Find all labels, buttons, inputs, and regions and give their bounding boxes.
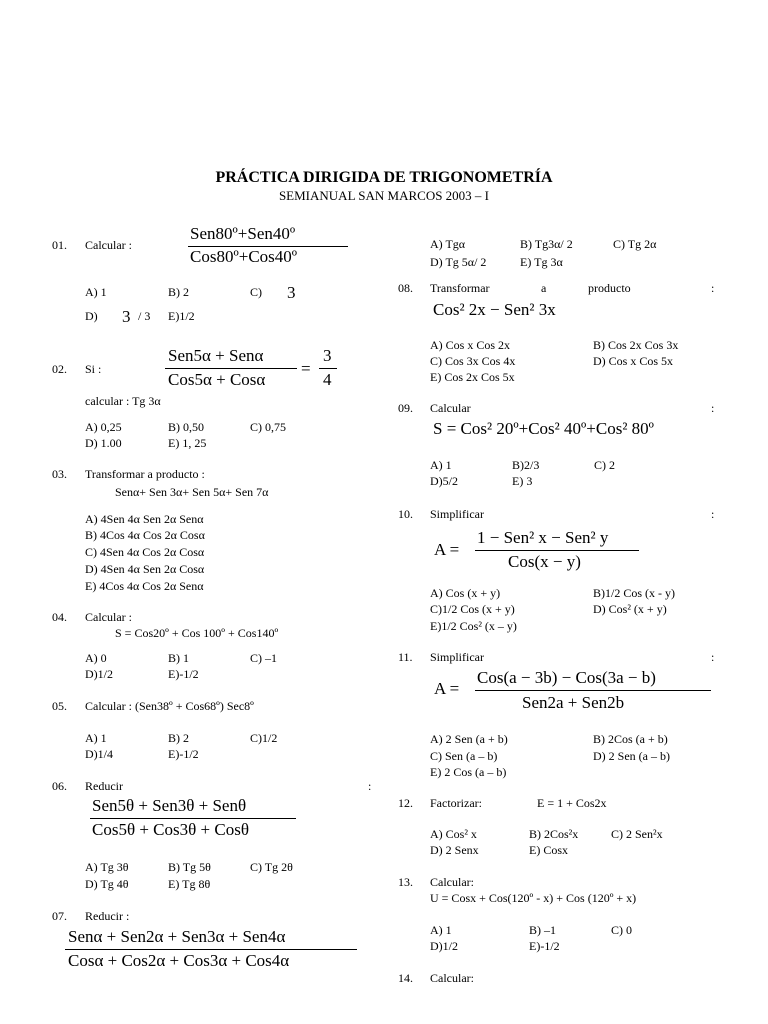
- option-d: D)1/2: [430, 939, 458, 953]
- question-label: Calcular :: [85, 238, 132, 252]
- question-word: producto: [588, 281, 631, 295]
- option-c: C) Tg 2θ: [250, 860, 293, 874]
- fraction-denominator: Cos(x − y): [508, 552, 581, 571]
- option-e: E) Tg 8θ: [168, 877, 211, 891]
- option-d: D) 1.00: [85, 436, 122, 450]
- ratio-denominator: 4: [323, 370, 332, 389]
- option-c: C) 2 Sen²x: [611, 827, 663, 841]
- option-a: A) 1: [85, 731, 107, 745]
- option-b: B) 2Cos (a + b): [593, 732, 668, 746]
- option-b: B)1/2 Cos (x - y): [593, 586, 675, 600]
- option-b: B) 1: [168, 651, 189, 665]
- option-c: C) Tg 2α: [613, 237, 657, 251]
- option-e: E)1/2 Cos² (x – y): [430, 619, 517, 633]
- option-a: A) Tgα: [430, 237, 466, 251]
- fraction-denominator: Cos5α + Cosα: [168, 370, 266, 389]
- fraction-numerator: Senα + Sen2α + Sen3α + Sen4α: [68, 927, 286, 946]
- question-number: 03.: [52, 467, 67, 481]
- option-e: E) 3: [512, 474, 533, 488]
- option-a: A) 4Sen 4α Sen 2α Senα: [85, 512, 204, 526]
- question-word: a: [541, 281, 547, 295]
- question-number: 02.: [52, 362, 67, 376]
- option-e: E) 4Cos 4α Cos 2α Senα: [85, 579, 204, 593]
- question-label: Si :: [85, 362, 102, 376]
- question-label: Simplificar: [430, 650, 484, 664]
- option-c: C) 0: [611, 923, 632, 937]
- question-number: 14.: [398, 971, 413, 985]
- option-a: A) 1: [430, 458, 452, 472]
- question-expression: U = Cosx + Cos(120º - x) + Cos (120º + x): [430, 891, 637, 905]
- option-a: A) 1: [430, 923, 452, 937]
- question-label: Transformar a producto :: [85, 467, 205, 481]
- fraction-denominator: Cosα + Cos2α + Cos3α + Cos4α: [68, 951, 290, 970]
- option-c: C) –1: [250, 651, 277, 665]
- option-d-value: 3: [122, 307, 131, 326]
- equation-lhs: A =: [434, 679, 460, 698]
- fraction-bar: [90, 818, 296, 819]
- option-e: E) Cosx: [529, 843, 568, 857]
- fraction-bar: [65, 949, 357, 950]
- option-c: C) Sen (a – b): [430, 749, 498, 763]
- question-label: Reducir: [85, 779, 123, 793]
- option-c: C) 2: [594, 458, 615, 472]
- question-label: Simplificar: [430, 507, 484, 521]
- option-c: C) 4Sen 4α Cos 2α Cosα: [85, 545, 205, 559]
- option-a: A) 1: [85, 285, 107, 299]
- option-b: B) 2: [168, 285, 189, 299]
- option-d: D) Cos² (x + y): [593, 602, 667, 616]
- option-d: D) 2 Sen (a – b): [593, 749, 670, 763]
- question-expression: S = Cos20º + Cos 100º + Cos140º: [115, 626, 279, 640]
- option-d: D): [85, 309, 98, 323]
- option-b: B) Cos 2x Cos 3x: [593, 338, 679, 352]
- ratio-bar: [319, 368, 337, 369]
- fraction-numerator: Sen5θ + Sen3θ + Senθ: [92, 796, 247, 815]
- question-label: Reducir :: [85, 909, 130, 923]
- option-b: B)2/3: [512, 458, 540, 472]
- option-d: D) Tg 4θ: [85, 877, 129, 891]
- question-expression: S = Cos² 20º+Cos² 40º+Cos² 80º: [433, 419, 654, 438]
- question-colon: :: [368, 779, 372, 793]
- question-number: 08.: [398, 281, 413, 295]
- question-colon: :: [711, 650, 715, 664]
- equals-sign: =: [301, 359, 311, 378]
- question-colon: :: [711, 401, 715, 415]
- fraction-denominator: Cos80º+Cos40º: [190, 247, 298, 266]
- question-label: Calcular:: [430, 971, 474, 985]
- question-expression: E = 1 + Cos2x: [537, 796, 607, 810]
- option-b: B) 4Cos 4α Cos 2α Cosα: [85, 528, 205, 542]
- option-e: E) 2 Cos (a – b): [430, 765, 507, 779]
- option-a: A) 0,25: [85, 420, 122, 434]
- question-number: 04.: [52, 610, 67, 624]
- question-expression: Senα+ Sen 3α+ Sen 5α+ Sen 7α: [115, 485, 269, 499]
- option-c: C) 0,75: [250, 420, 286, 434]
- option-c: C)1/2 Cos (x + y): [430, 602, 515, 616]
- fraction-numerator: Sen80º+Sen40º: [190, 224, 296, 243]
- option-b: B) 2Cos²x: [529, 827, 579, 841]
- option-e: E)-1/2: [168, 667, 199, 681]
- option-e: E)1/2: [168, 309, 195, 323]
- option-d-tail: / 3: [138, 309, 151, 323]
- fraction-denominator: Sen2a + Sen2b: [522, 693, 625, 712]
- option-a: A) Cos x Cos 2x: [430, 338, 511, 352]
- question-number: 13.: [398, 875, 413, 889]
- option-c: C) Cos 3x Cos 4x: [430, 354, 516, 368]
- question-colon: :: [711, 281, 715, 295]
- page-subtitle: SEMIANUAL SAN MARCOS 2003 – I: [278, 188, 490, 203]
- option-e: E) 1, 25: [168, 436, 207, 450]
- option-d: D)1/4: [85, 747, 113, 761]
- fraction-bar: [475, 550, 639, 551]
- option-a: A) Tg 3θ: [85, 860, 129, 874]
- question-number: 06.: [52, 779, 67, 793]
- fraction-bar: [165, 368, 297, 369]
- question-number: 10.: [398, 507, 413, 521]
- fraction-numerator: Cos(a − 3b) − Cos(3a − b): [477, 668, 656, 687]
- page-title: PRÁCTICA DIRIGIDA DE TRIGONOMETRÍA: [215, 169, 553, 186]
- question-line: calcular : Tg 3α: [85, 394, 161, 408]
- option-a: A) Cos² x: [430, 827, 477, 841]
- option-e: E) Tg 3α: [520, 255, 563, 269]
- option-b: B) –1: [529, 923, 556, 937]
- question-number: 09.: [398, 401, 413, 415]
- question-word: Transformar: [430, 281, 490, 295]
- option-b: B) 2: [168, 731, 189, 745]
- question-number: 05.: [52, 699, 67, 713]
- option-d: D)1/2: [85, 667, 113, 681]
- option-c: C)1/2: [250, 731, 278, 745]
- option-c-value: 3: [287, 283, 296, 302]
- option-d: D) Tg 5α/ 2: [430, 255, 487, 269]
- option-e: E)-1/2: [529, 939, 560, 953]
- option-b: B) Tg 5θ: [168, 860, 211, 874]
- ratio-numerator: 3: [323, 346, 332, 365]
- question-label: Calcular:: [430, 875, 474, 889]
- option-d: D)5/2: [430, 474, 458, 488]
- option-e: E)-1/2: [168, 747, 199, 761]
- option-c: C): [250, 285, 262, 299]
- question-label: Calcular :: [85, 610, 132, 624]
- question-number: 01.: [52, 238, 67, 252]
- question-expression: Cos² 2x − Sen² 3x: [433, 300, 556, 319]
- option-d: D) 4Sen 4α Sen 2α Cosα: [85, 562, 205, 576]
- fraction-numerator: 1 − Sen² x − Sen² y: [477, 528, 609, 547]
- equation-lhs: A =: [434, 540, 460, 559]
- question-number: 12.: [398, 796, 413, 810]
- option-e: E) Cos 2x Cos 5x: [430, 370, 515, 384]
- option-a: A) 2 Sen (a + b): [430, 732, 508, 746]
- fraction-numerator: Sen5α + Senα: [168, 346, 264, 365]
- option-a: A) 0: [85, 651, 107, 665]
- question-label: Factorizar:: [430, 796, 482, 810]
- option-a: A) Cos (x + y): [430, 586, 501, 600]
- question-number: 11.: [398, 650, 413, 664]
- question-colon: :: [711, 507, 715, 521]
- question-number: 07.: [52, 909, 67, 923]
- option-d: D) 2 Senx: [430, 843, 479, 857]
- option-b: B) Tg3α/ 2: [520, 237, 573, 251]
- question-label: Calcular : (Sen38º + Cos68º) Sec8º: [85, 699, 254, 713]
- option-d: D) Cos x Cos 5x: [593, 354, 674, 368]
- fraction-denominator: Cos5θ + Cos3θ + Cosθ: [92, 820, 249, 839]
- option-b: B) 0,50: [168, 420, 204, 434]
- fraction-bar: [475, 690, 711, 691]
- question-label: Calcular: [430, 401, 471, 415]
